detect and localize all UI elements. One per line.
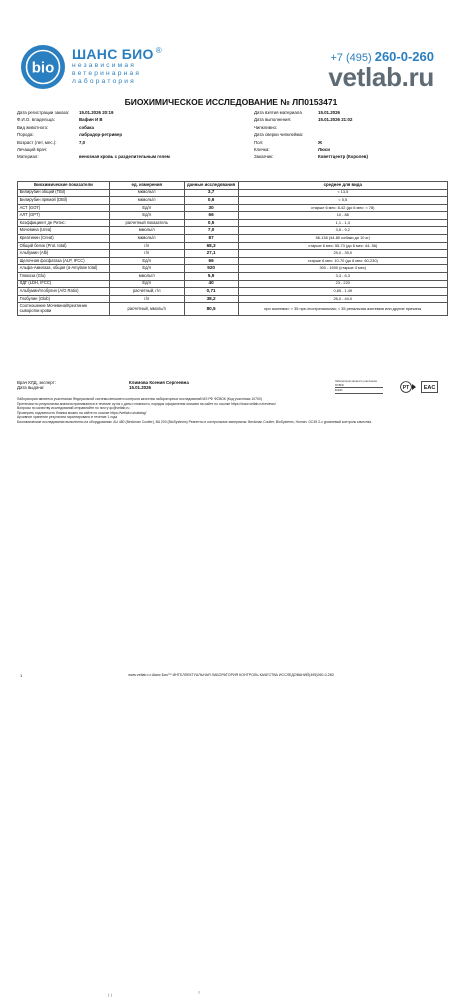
accreditation-stamp: Лаборатория является участником ФСВОК ВНИИ	[335, 380, 383, 395]
table-row	[18, 288, 448, 296]
logo-text: bio	[31, 59, 55, 77]
brand-name: ШАНС БИО ®	[72, 46, 162, 62]
table-row	[18, 272, 448, 280]
info-label: Материал:	[17, 154, 39, 160]
info-row	[17, 147, 447, 152]
results-table	[17, 181, 448, 316]
unit-cell: Ед/л	[109, 280, 184, 288]
result-value: 68,3	[184, 242, 238, 250]
table-row	[18, 227, 448, 235]
table-row	[18, 219, 448, 227]
scan-mark: ᵒ	[198, 991, 201, 997]
indicator-name: АСТ (GOT)	[18, 204, 110, 212]
page-number: 1	[20, 673, 23, 678]
info-label: Порода:	[17, 132, 34, 138]
table-row	[18, 189, 448, 197]
note-line: Биохимические исследования выполнены на оборудовании: AU 480 (Beckman Coulter), BA 200 (BioSystems) Реагенты и контрольные материалы: Beckman Coulter, BioSystems, Human. GC45 2-х уровневый контроль качества.	[17, 419, 372, 424]
unit-cell: мкмоль/л	[109, 197, 184, 205]
note-line: Претензии по результатам анализа принимаются в течение суток с даты готовности, порядок оформления опишем на сайте по ссылке https://www.vetlab.ru/reviews/	[17, 401, 276, 406]
site-url: vetlab.ru	[328, 62, 434, 92]
info-value: Ж	[318, 139, 322, 145]
unit-cell: Ед/л	[109, 265, 184, 273]
table-row	[18, 295, 448, 303]
notes-block	[17, 397, 447, 424]
result-value: 40	[184, 280, 238, 288]
reference-range: 3,5 - 9,2	[238, 227, 447, 235]
indicator-name: Коэффициент де Ритис:	[18, 219, 110, 227]
indicator-name: Креатинин (Creat)	[18, 235, 110, 243]
indicator-name: Соотношение Мочевина/Креатинин сыворотки крови	[18, 303, 110, 315]
result-value: 30	[184, 204, 238, 212]
reference-range: 26,0 - 44,0	[238, 295, 447, 303]
brand-tagline: независимая ветеринарная лаборатория	[72, 62, 142, 85]
patient-info	[17, 110, 447, 162]
reference-range: 56-136 (44-80 собаки до 10 кг)	[238, 235, 447, 243]
result-value: 66	[184, 257, 238, 265]
reference-range: при азотемии: > 35 пре-/постренальная; < 35 ренальная азотемия или другие причины	[238, 303, 447, 315]
unit-cell: Ед/л	[109, 257, 184, 265]
reference-range: 3,3 - 6,3	[238, 272, 447, 280]
info-row	[17, 110, 447, 115]
info-label: Вид животного:	[17, 124, 49, 130]
info-value: Вафин И В	[79, 117, 103, 123]
indicator-name: Билирубин прямой (DBil)	[18, 197, 110, 205]
indicator-name: Альфа-Амилаза, общая (α-Amylase total)	[18, 265, 110, 273]
unit-cell: расчетный, ммоль/л	[109, 303, 184, 315]
info-value: Люси	[318, 146, 330, 152]
pt-mark-icon	[400, 381, 417, 393]
header-unit: ед. измерения	[109, 182, 184, 190]
result-value: 38,2	[184, 295, 238, 303]
doctor-name: Климова Ксения Сергеевна	[129, 380, 189, 385]
reference-range: 25,0 - 39,0	[238, 250, 447, 258]
footer-text: www.vetlab.ru Шанс Био™ ИНТЕЛЛЕКТУАЛЬНАЯ ЛАБОРАТОРИЯ КОНТРОЛЬ КАЧЕСТВА ИССЛЕДОВАНИЙ(495)260-0-260	[128, 673, 334, 677]
table-row	[18, 235, 448, 243]
result-value: 0,71	[184, 288, 238, 296]
reference-range: 300 - 1500 (старше 4 мес)	[238, 265, 447, 273]
doctor-label: Врач КЛД, эксперт:	[17, 380, 56, 385]
header-reference: среднее для вида	[238, 182, 447, 190]
info-value: лабрадор-ретривер	[79, 132, 123, 138]
indicator-name: Билирубин общий (TBil)	[18, 189, 110, 197]
info-label: Ф.И.О. владельца:	[17, 117, 55, 123]
pt-mark-text: PT	[402, 385, 410, 391]
info-row	[17, 140, 447, 145]
unit-cell: Ед/л	[109, 204, 184, 212]
indicator-name: АЛТ (GPT)	[18, 212, 110, 220]
header-indicator: Биохимические показатели	[18, 182, 110, 190]
unit-cell: ммоль/л	[109, 227, 184, 235]
result-value: 0,5	[184, 219, 238, 227]
indicator-name: Общий белок (Prot. total)	[18, 242, 110, 250]
reference-range: 23 - 220	[238, 280, 447, 288]
info-value: венозная кровь с разделительным гелем	[79, 154, 170, 160]
unit-cell: мкмоль/л	[109, 235, 184, 243]
unit-cell: г/л	[109, 242, 184, 250]
result-value: 3,7	[184, 189, 238, 197]
info-label: Возраст (лет, мес.):	[17, 139, 57, 145]
reference-range: < 5,5	[238, 197, 447, 205]
info-label: Дата регистрации заказа:	[17, 110, 70, 115]
reference-range: 1,1 - 1,3	[238, 219, 447, 227]
info-row	[17, 132, 447, 137]
reference-range: < 13,5	[238, 189, 447, 197]
info-label: Чипкливно:	[254, 124, 278, 130]
table-row	[18, 212, 448, 220]
table-row	[18, 265, 448, 273]
note-line: Проверить подлинность бланка можно на сайте по ссылке https://vetlab.ru/catalog/	[17, 410, 147, 415]
issue-date-label: Дата выдачи:	[17, 385, 45, 391]
reference-range: 0,65 - 1,49	[238, 288, 447, 296]
info-label: Пол:	[254, 139, 264, 145]
table-row	[18, 197, 448, 205]
info-value: 15.01.2026 20:19	[79, 110, 114, 115]
unit-cell: расчетный показатель	[109, 219, 184, 227]
info-value: 7,0	[79, 139, 86, 145]
reference-range: 10 - 88	[238, 212, 447, 220]
info-label: Дата выполнения:	[254, 117, 292, 123]
result-value: 5,9	[184, 272, 238, 280]
reference-range: старше 6 мес: 8-42 (до 6 мес: < 78)	[238, 204, 447, 212]
indicator-name: Щелочная фосфатаза (ALP, IFCC)	[18, 257, 110, 265]
result-value: 87	[184, 235, 238, 243]
header-value: данные исследования	[184, 182, 238, 190]
info-value: 15.01.2026	[318, 110, 340, 115]
note-line: Архивное хранение результата гарантировано в течение 1 года	[17, 415, 118, 419]
info-label: Дата сверки чипклейма:	[254, 132, 304, 138]
indicator-name: Мочевина (Urea)	[18, 227, 110, 235]
unit-cell: мкмоль/л	[109, 189, 184, 197]
reference-range: старше 6 мес: 10-70 (до 6 мес: 60-230)	[238, 257, 447, 265]
indicator-name: Глюкоза (Glu)	[18, 272, 110, 280]
indicator-name: Альбумин/глобулин (A/G Ratio)	[18, 288, 110, 296]
unit-cell: Ед/л	[109, 212, 184, 220]
info-label: Дата взятия материала	[254, 110, 302, 115]
registered-mark: ®	[155, 46, 162, 55]
scan-mark: ι ι	[108, 993, 113, 999]
info-label: Заказчик:	[254, 154, 274, 160]
result-value: 920	[184, 265, 238, 273]
result-value: 7,0	[184, 227, 238, 235]
info-label: Лечащий врач:	[17, 146, 48, 152]
eac-mark-text: EAC	[423, 385, 436, 392]
document-title: БИОХИМИЧЕСКОЕ ИССЛЕДОВАНИЕ № ЛП0153471	[124, 97, 338, 107]
note-line: Лаборатория является участником Федеральной системы внешнего контроля качества лабораторных исследований МЗ РФ ФСВОК (Код участника 10700)	[17, 397, 262, 401]
unit-cell: г/л	[109, 295, 184, 303]
result-value: 66	[184, 212, 238, 220]
indicator-name: ЛДГ (LDH, IFCC)	[18, 280, 110, 288]
bio-logo-icon	[20, 44, 66, 90]
table-row	[18, 242, 448, 250]
indicator-name: Альбумин (Alb)	[18, 250, 110, 258]
info-value: собака	[79, 124, 94, 130]
note-line: Вопросы по качеству исследований отправляйте по почту qc@vetlab.ru	[17, 406, 130, 410]
info-row	[17, 154, 447, 159]
table-row	[18, 280, 448, 288]
issue-date: 15.01.2026	[129, 385, 151, 391]
result-value: 0,6	[184, 197, 238, 205]
unit-cell: г/л	[109, 250, 184, 258]
reference-range: старше 6 мес: 55-73 (до 6 мес: 44- 56)	[238, 242, 447, 250]
info-label: Кличка:	[254, 146, 270, 152]
unit-cell: расчетный, г/л	[109, 288, 184, 296]
info-row	[17, 117, 447, 122]
table-row	[18, 250, 448, 258]
unit-cell: ммоль/л	[109, 272, 184, 280]
info-value: Коветтцентр (Королев)	[318, 154, 368, 160]
result-value: 80,5	[184, 303, 238, 315]
info-value: 15.01.2026 21:02	[318, 117, 353, 123]
info-row	[17, 125, 447, 130]
phone-number: +7 (495) 260-0-260	[330, 49, 434, 64]
result-value: 27,1	[184, 250, 238, 258]
table-row	[18, 204, 448, 212]
indicator-name: Глобулин (Glob)	[18, 295, 110, 303]
table-row	[18, 257, 448, 265]
eac-mark-icon	[421, 381, 438, 393]
table-header-row	[18, 182, 448, 190]
table-row	[18, 303, 448, 315]
